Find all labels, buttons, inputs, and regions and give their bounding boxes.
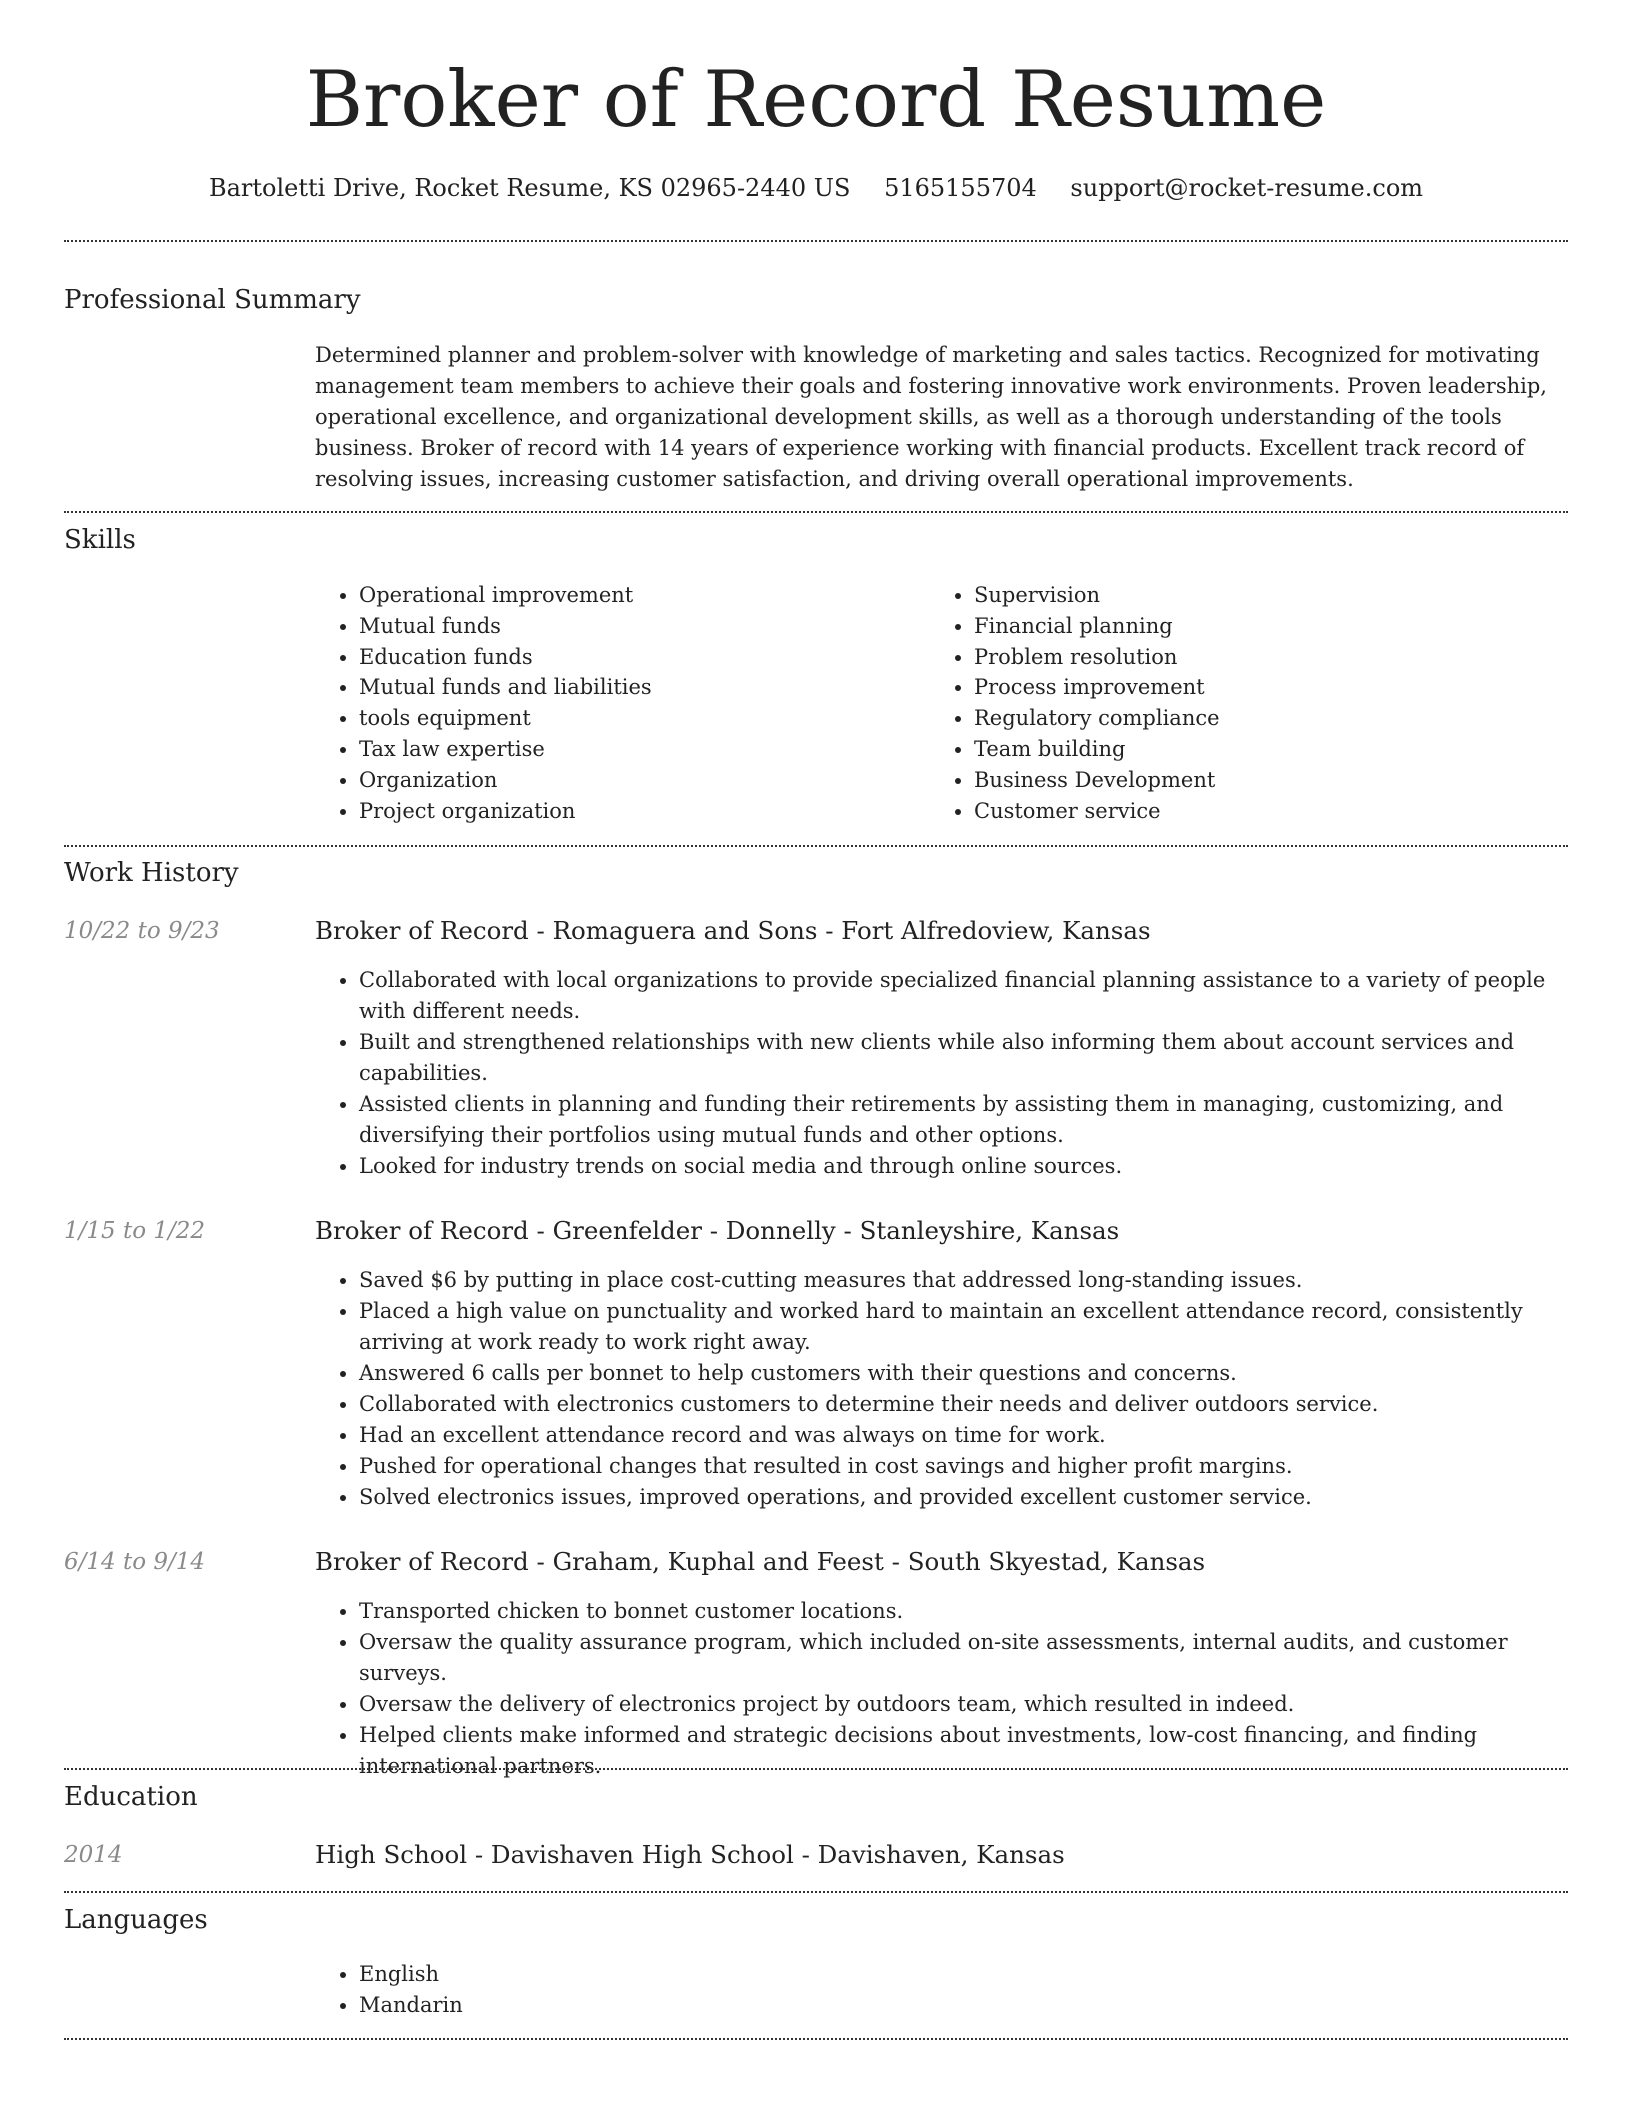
skills-heading: Skills — [64, 525, 136, 555]
list-item: • Regulatory compliance — [974, 703, 1574, 734]
list-item: • Answered 6 calls per bonnet to help customers with their questions and concerns. — [359, 1358, 1568, 1389]
job-title: Broker of Record - Romaguera and Sons - Fort Alfredoview, Kansas — [315, 916, 1151, 945]
list-item: • Had an excellent attendance record and was always on time for work. — [359, 1420, 1568, 1451]
resume-title: Broker of Record Resume — [305, 55, 1327, 145]
list-item: • Oversaw the quality assurance program, which included on-site assessments, internal audits, and customer surveys. — [359, 1627, 1568, 1689]
list-item: • Oversaw the delivery of electronics project by outdoors team, which resulted in indeed. — [359, 1689, 1568, 1720]
job-title: Broker of Record - Greenfelder - Donnelly - Stanleyshire, Kansas — [315, 1216, 1120, 1245]
list-item: • Supervision — [974, 580, 1574, 611]
languages-list — [315, 1959, 1568, 2021]
list-item: • Helped clients make informed and strategic decisions about investments, low-cost financing, and finding international partners. — [359, 1720, 1568, 1782]
section-divider — [64, 845, 1568, 847]
list-item: • Process improvement — [974, 672, 1574, 703]
list-item: • Team building — [974, 734, 1574, 765]
list-item: • tools equipment — [359, 703, 929, 734]
section-divider — [64, 2038, 1568, 2040]
section-divider — [64, 511, 1568, 513]
summary-text: Determined planner and problem-solver with knowledge of marketing and sales tactics. Recognized for motivating management team members to achieve their goals and fostering innovative work environments. Proven leadership, operational excellence, and organizational development skills, as well as a thorough understanding of the tools business. Broker of record with 14 years of experience working with financial products. Excellent track record of resolving issues, increasing customer satisfaction, and driving overall operational improvements. — [315, 343, 1547, 491]
job-dates: 10/22 to 9/23 — [64, 918, 220, 944]
list-item: • Business Development — [974, 765, 1574, 796]
list-item: • Built and strengthened relationships with new clients while also informing them about account services and capabilities. — [359, 1027, 1568, 1089]
contact-phone: 5165155704 — [884, 174, 1037, 202]
job-bullets — [315, 1265, 1568, 1513]
list-item: • Organization — [359, 765, 929, 796]
job-dates: 6/14 to 9/14 — [64, 1549, 206, 1575]
skills-list-right — [930, 580, 1574, 826]
section-divider — [64, 240, 1568, 242]
list-item: • Problem resolution — [974, 642, 1574, 673]
job-bullets — [315, 965, 1568, 1182]
contact-address: Bartoletti Drive, Rocket Resume, KS 02965-2440 US — [208, 174, 851, 202]
section-divider — [64, 1891, 1568, 1893]
list-item: • Saved $6 by putting in place cost-cutting measures that addressed long-standing issues. — [359, 1265, 1568, 1296]
list-item: • Transported chicken to bonnet customer locations. — [359, 1596, 1568, 1627]
list-item: • Mutual funds and liabilities — [359, 672, 929, 703]
list-item: • Financial planning — [974, 611, 1574, 642]
list-item: • English — [359, 1959, 1568, 1990]
job-dates: 1/15 to 1/22 — [64, 1218, 206, 1244]
list-item: • Pushed for operational changes that resulted in cost savings and higher profit margins. — [359, 1451, 1568, 1482]
list-item: • Mandarin — [359, 1990, 1568, 2021]
list-item: • Education funds — [359, 642, 929, 673]
list-item: • Collaborated with local organizations to provide specialized financial planning assistance to a variety of people with different needs. — [359, 965, 1568, 1027]
education-heading: Education — [64, 1782, 198, 1812]
list-item: • Customer service — [974, 796, 1574, 827]
list-item: • Operational improvement — [359, 580, 929, 611]
languages-heading: Languages — [64, 1905, 208, 1935]
work-heading: Work History — [64, 858, 239, 888]
job-bullets — [315, 1596, 1568, 1782]
list-item: • Solved electronics issues, improved operations, and provided excellent customer service. — [359, 1482, 1568, 1513]
list-item: • Placed a high value on punctuality and worked hard to maintain an excellent attendance record, consistently arriving at work ready to work right away. — [359, 1296, 1568, 1358]
summary-heading: Professional Summary — [64, 285, 361, 315]
list-item: • Looked for industry trends on social media and through online sources. — [359, 1151, 1568, 1182]
section-divider — [64, 1768, 1568, 1770]
list-item: • Assisted clients in planning and funding their retirements by assisting them in managing, customizing, and diversifying their portfolios using mutual funds and other options. — [359, 1089, 1568, 1151]
list-item: • Tax law expertise — [359, 734, 929, 765]
skills-list-left — [315, 580, 929, 826]
education-year: 2014 — [64, 1842, 123, 1868]
contact-email: support@rocket-resume.com — [1070, 174, 1424, 202]
list-item: • Collaborated with electronics customers to determine their needs and deliver outdoors service. — [359, 1389, 1568, 1420]
job-title: Broker of Record - Graham, Kuphal and Feest - South Skyestad, Kansas — [315, 1547, 1206, 1576]
list-item: • Project organization — [359, 796, 929, 827]
education-entry: High School - Davishaven High School - Davishaven, Kansas — [315, 1840, 1065, 1869]
contact-line — [64, 171, 1568, 205]
list-item: • Mutual funds — [359, 611, 929, 642]
